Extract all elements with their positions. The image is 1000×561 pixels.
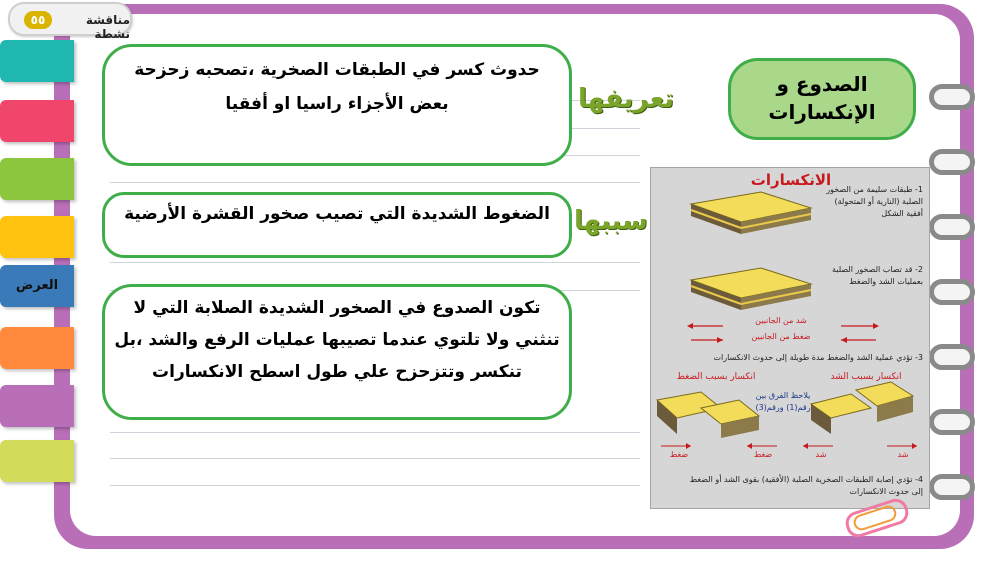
figure-title: الانكسارات <box>750 171 832 189</box>
figure-step1-b: الصلبة (النارية أو المتحولة) <box>834 197 923 206</box>
side-tab-presentation-label: العرض <box>15 278 59 293</box>
explanation-line3: تنكسر وتتزحزح علي طول اسطح الانكسارات <box>152 362 522 382</box>
side-tab-yellow[interactable] <box>0 216 74 258</box>
cause-text: الضغوط الشديدة التي تصيب صخور القشرة الأرضية <box>124 204 550 224</box>
side-tab-pink[interactable] <box>0 100 74 142</box>
figure-step4-a: 4- تؤدي إصابة الطبقات الصخرية الصلبة (الأفقية) بقوى الشد أو الضغط <box>689 475 923 484</box>
figure-small-push-right: ضغط <box>753 450 773 459</box>
cause-label: سببها <box>574 206 648 236</box>
definition-label: تعريفها <box>578 84 675 114</box>
badge-number: ٥٥ <box>24 11 52 29</box>
figure-break-pull-label: انكسار بسبب الشد <box>830 372 902 382</box>
side-tab-orange[interactable] <box>0 327 74 369</box>
topic-title-box <box>728 58 916 140</box>
figure-small-pull-right: شد <box>897 450 909 459</box>
side-tab-lime[interactable] <box>0 440 74 482</box>
figure-step1-a: 1- طبقات سليمة من الصخور <box>826 185 923 194</box>
side-tab-teal[interactable] <box>0 40 74 82</box>
topic-title-line2: الإنكسارات <box>768 100 876 124</box>
figure-step2-a: 2- قد تصاب الصخور الصلبة <box>831 265 923 274</box>
figure-step3: 3- تؤدي عملية الشد والضغط مدة طويلة إلى حدوث الانكسارات <box>713 353 923 362</box>
topic-title-line1: الصدوع و <box>776 72 868 96</box>
figure-step2-b: بعمليات الشد والضغط <box>849 277 923 286</box>
figure-step4-b: إلى حدوث الانكسارات <box>849 487 923 496</box>
figure-compare-b: رقم(1) ورقم(3) <box>755 403 811 412</box>
figure-arrow-pull-label: شد من الجانبين <box>755 316 807 325</box>
binder-ring <box>929 409 975 435</box>
explanation-line1: تكون الصدوع في الصخور الشديدة الصلابة التي لا <box>133 298 541 318</box>
ruled-line <box>110 182 640 183</box>
cause-box <box>102 192 572 258</box>
figure-arrow-push-label: ضغط من الجانبين <box>751 332 811 341</box>
rock-layers-illustration <box>651 168 929 508</box>
figure-small-pull-left: شد <box>815 450 827 459</box>
side-tab-green[interactable] <box>0 158 74 200</box>
figure-compare-a: يلاحظ الفرق بين <box>755 391 811 400</box>
activity-badge <box>8 2 132 41</box>
figure-break-push-label: انكسار بسبب الضغط <box>676 372 756 382</box>
fault-diagram <box>650 167 930 509</box>
definition-line1: حدوث كسر في الطبقات الصخرية ،تصحبه زحزحة <box>134 60 540 80</box>
binder-ring <box>929 344 975 370</box>
ruled-line <box>110 485 640 486</box>
binder-ring <box>929 84 975 110</box>
binder-ring <box>929 279 975 305</box>
ruled-line <box>110 262 640 263</box>
binder-ring <box>929 214 975 240</box>
ruled-line <box>110 458 640 459</box>
explanation-line2: تنثني ولا تلتوي عندما تصيبها عمليات الرفع والشد ،بل <box>114 330 560 350</box>
figure-step1-c: أفقية الشكل <box>881 209 923 218</box>
binder-ring <box>929 474 975 500</box>
badge-text: مناقشة نشطة <box>85 13 130 41</box>
binder-ring <box>929 149 975 175</box>
side-tab-purple[interactable] <box>0 385 74 427</box>
ruled-line <box>110 432 640 433</box>
definition-line2: بعض الأجزاء راسيا او أفقيا <box>225 94 449 114</box>
figure-small-push-left: ضغط <box>669 450 689 459</box>
